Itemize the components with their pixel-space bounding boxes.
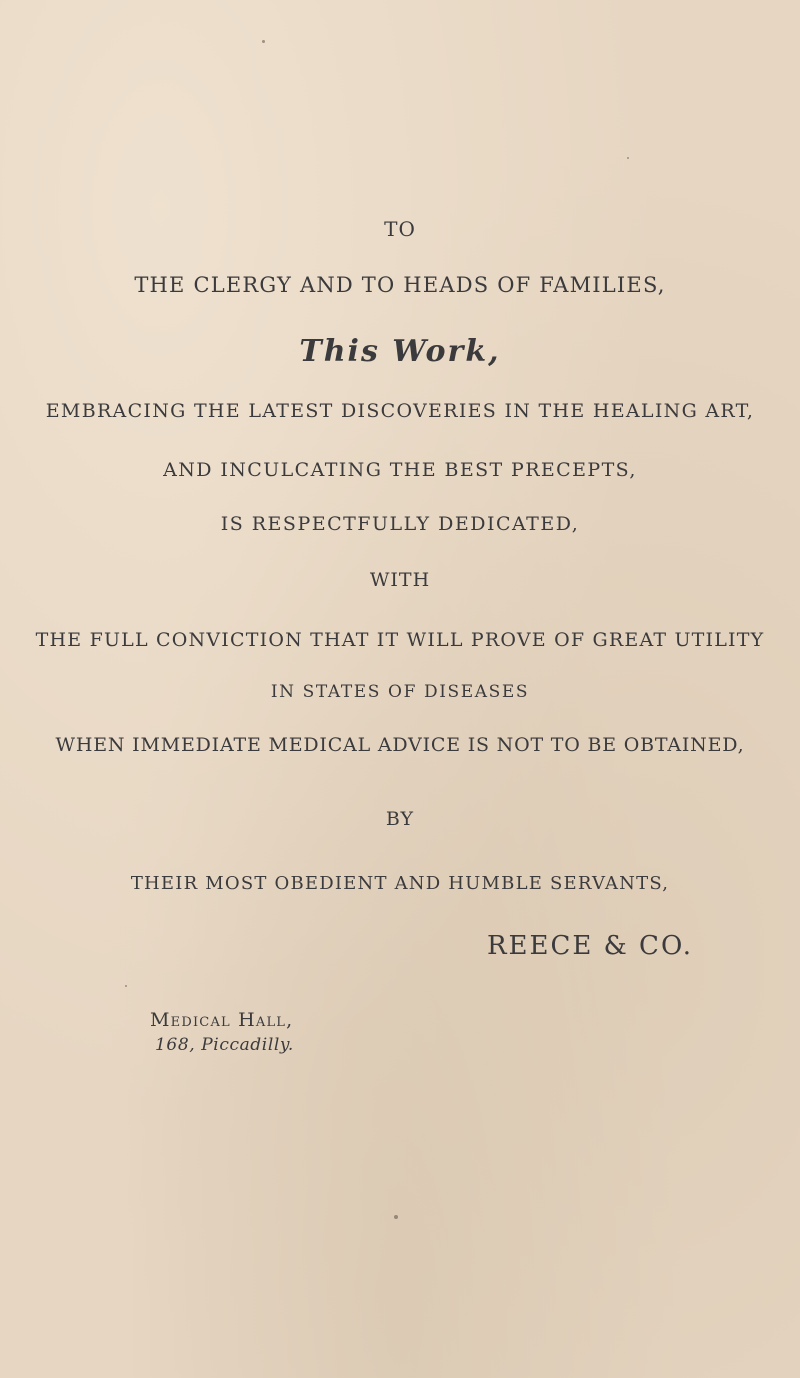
signatory-name: REECE & CO. — [486, 931, 693, 961]
address-street: 168, Piccadilly. — [155, 1035, 294, 1055]
dedication-immediate-line: WHEN IMMEDIATE MEDICAL ADVICE IS NOT TO BE OBTAINED, — [55, 734, 745, 756]
dedication-embracing-line: EMBRACING THE LATEST DISCOVERIES IN THE HEALING ART, — [45, 400, 755, 422]
this-work-heading: This Work, — [299, 334, 501, 369]
dedication-by: BY — [385, 808, 415, 830]
dedication-conviction-line: THE FULL CONVICTION THAT IT WILL PROVE OF GREAT UTILITY — [35, 629, 765, 651]
dedication-recipients: THE CLERGY AND TO HEADS OF FAMILIES, — [134, 273, 666, 297]
dedication-with: WITH — [369, 569, 431, 591]
paper-speck — [125, 985, 127, 987]
dedication-servants-line: THEIR MOST OBEDIENT AND HUMBLE SERVANTS, — [130, 873, 670, 894]
dedication-states-line: IN STATES OF DISEASES — [270, 682, 530, 702]
dedication-respectfully-line: IS RESPECTFULLY DEDICATED, — [220, 513, 580, 535]
address-place: Medical Hall, — [150, 1009, 294, 1031]
paper-speck — [262, 40, 265, 43]
paper-speck — [394, 1215, 398, 1219]
dedication-inculcating-line: AND INCULCATING THE BEST PRECEPTS, — [163, 459, 637, 481]
dedication-to: TO — [384, 217, 416, 241]
paper-speck — [627, 157, 629, 159]
